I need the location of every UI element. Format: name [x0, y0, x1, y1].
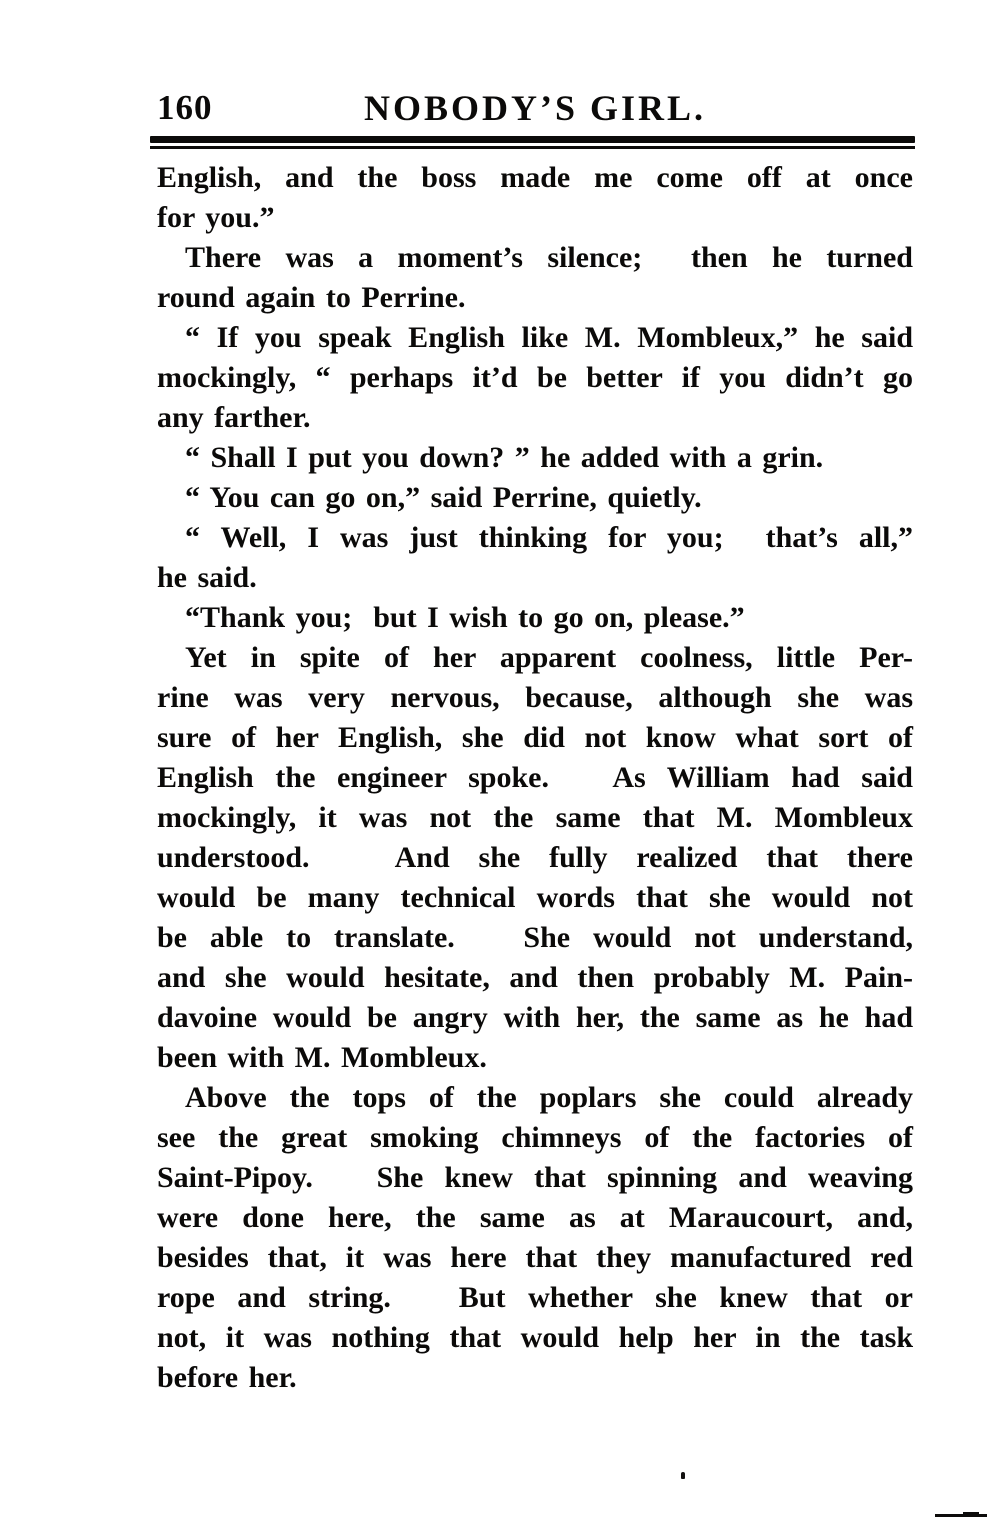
text-line: “ You can go on,” said Perrine, quietly. [185, 481, 702, 514]
text-line: for you.” [157, 201, 275, 234]
text-line: Saint-Pipoy. She knew that spinning and weaving [157, 1161, 913, 1194]
text-line: see the great smoking chimneys of the factories of [157, 1121, 913, 1154]
text-line: Yet in spite of her apparent coolness, little Per- [185, 641, 913, 674]
text-line: mockingly, it was not the same that M. Mombleux [157, 801, 913, 834]
paragraph [157, 438, 913, 478]
text-line: davoine would be angry with her, the same as he had [157, 1001, 913, 1034]
text-line: English, and the boss made me come off at once [157, 161, 913, 194]
paragraph [157, 638, 913, 1078]
header-rule-thick [150, 136, 915, 143]
text-line: understood. And she fully realized that there [157, 841, 913, 874]
text-line: mockingly, “ perhaps it’d be better if you didn’t go [157, 361, 913, 394]
page-body [157, 158, 913, 1398]
text-line: “ If you speak English like M. Mombleux,” he said [185, 321, 913, 354]
text-line: “ Well, I was just thinking for you; that’s all,” [185, 521, 913, 554]
text-line: rine was very nervous, because, although she was [157, 681, 913, 714]
text-line: besides that, it was here that they manufactured red [157, 1241, 913, 1274]
paragraph [157, 518, 913, 598]
text-line: any farther. [157, 401, 311, 434]
text-line: not, it was nothing that would help her in the task [157, 1321, 913, 1354]
text-line: sure of her English, she did not know what sort of [157, 721, 913, 754]
text-line: been with M. Mombleux. [157, 1041, 487, 1074]
text-line: “Thank you; but I wish to go on, please.” [185, 601, 745, 634]
text-line: and she would hesitate, and then probably M. Pain- [157, 961, 913, 994]
paragraph [157, 598, 913, 638]
text-line: Above the tops of the poplars she could already [185, 1081, 913, 1114]
text-line: would be many technical words that she would not [157, 881, 913, 914]
text-line: before her. [157, 1361, 297, 1394]
header-rule-thin [150, 146, 915, 149]
running-head: NOBODY’S GIRL. [363, 88, 707, 128]
text-line: be able to translate. She would not understand, [157, 921, 913, 954]
paragraph [157, 478, 913, 518]
paragraph [157, 238, 913, 318]
page-header [157, 88, 913, 128]
text-line: “ Shall I put you down? ” he added with a grin. [185, 441, 824, 474]
paragraph [157, 318, 913, 438]
text-line: English the engineer spoke. As William had said [157, 761, 913, 794]
text-line: rope and string. But whether she knew that or [157, 1281, 913, 1314]
paragraph [157, 158, 913, 238]
page-number: 160 [157, 88, 213, 127]
paragraph [157, 1078, 913, 1398]
text-line: were done here, the same as at Maraucourt, and, [157, 1201, 913, 1234]
text-line: round again to Perrine. [157, 281, 466, 314]
text-line: There was a moment’s silence; then he turned [185, 241, 913, 274]
scan-edge-artifact [935, 1514, 987, 1517]
scan-speck [681, 1472, 685, 1479]
text-line: he said. [157, 561, 257, 594]
